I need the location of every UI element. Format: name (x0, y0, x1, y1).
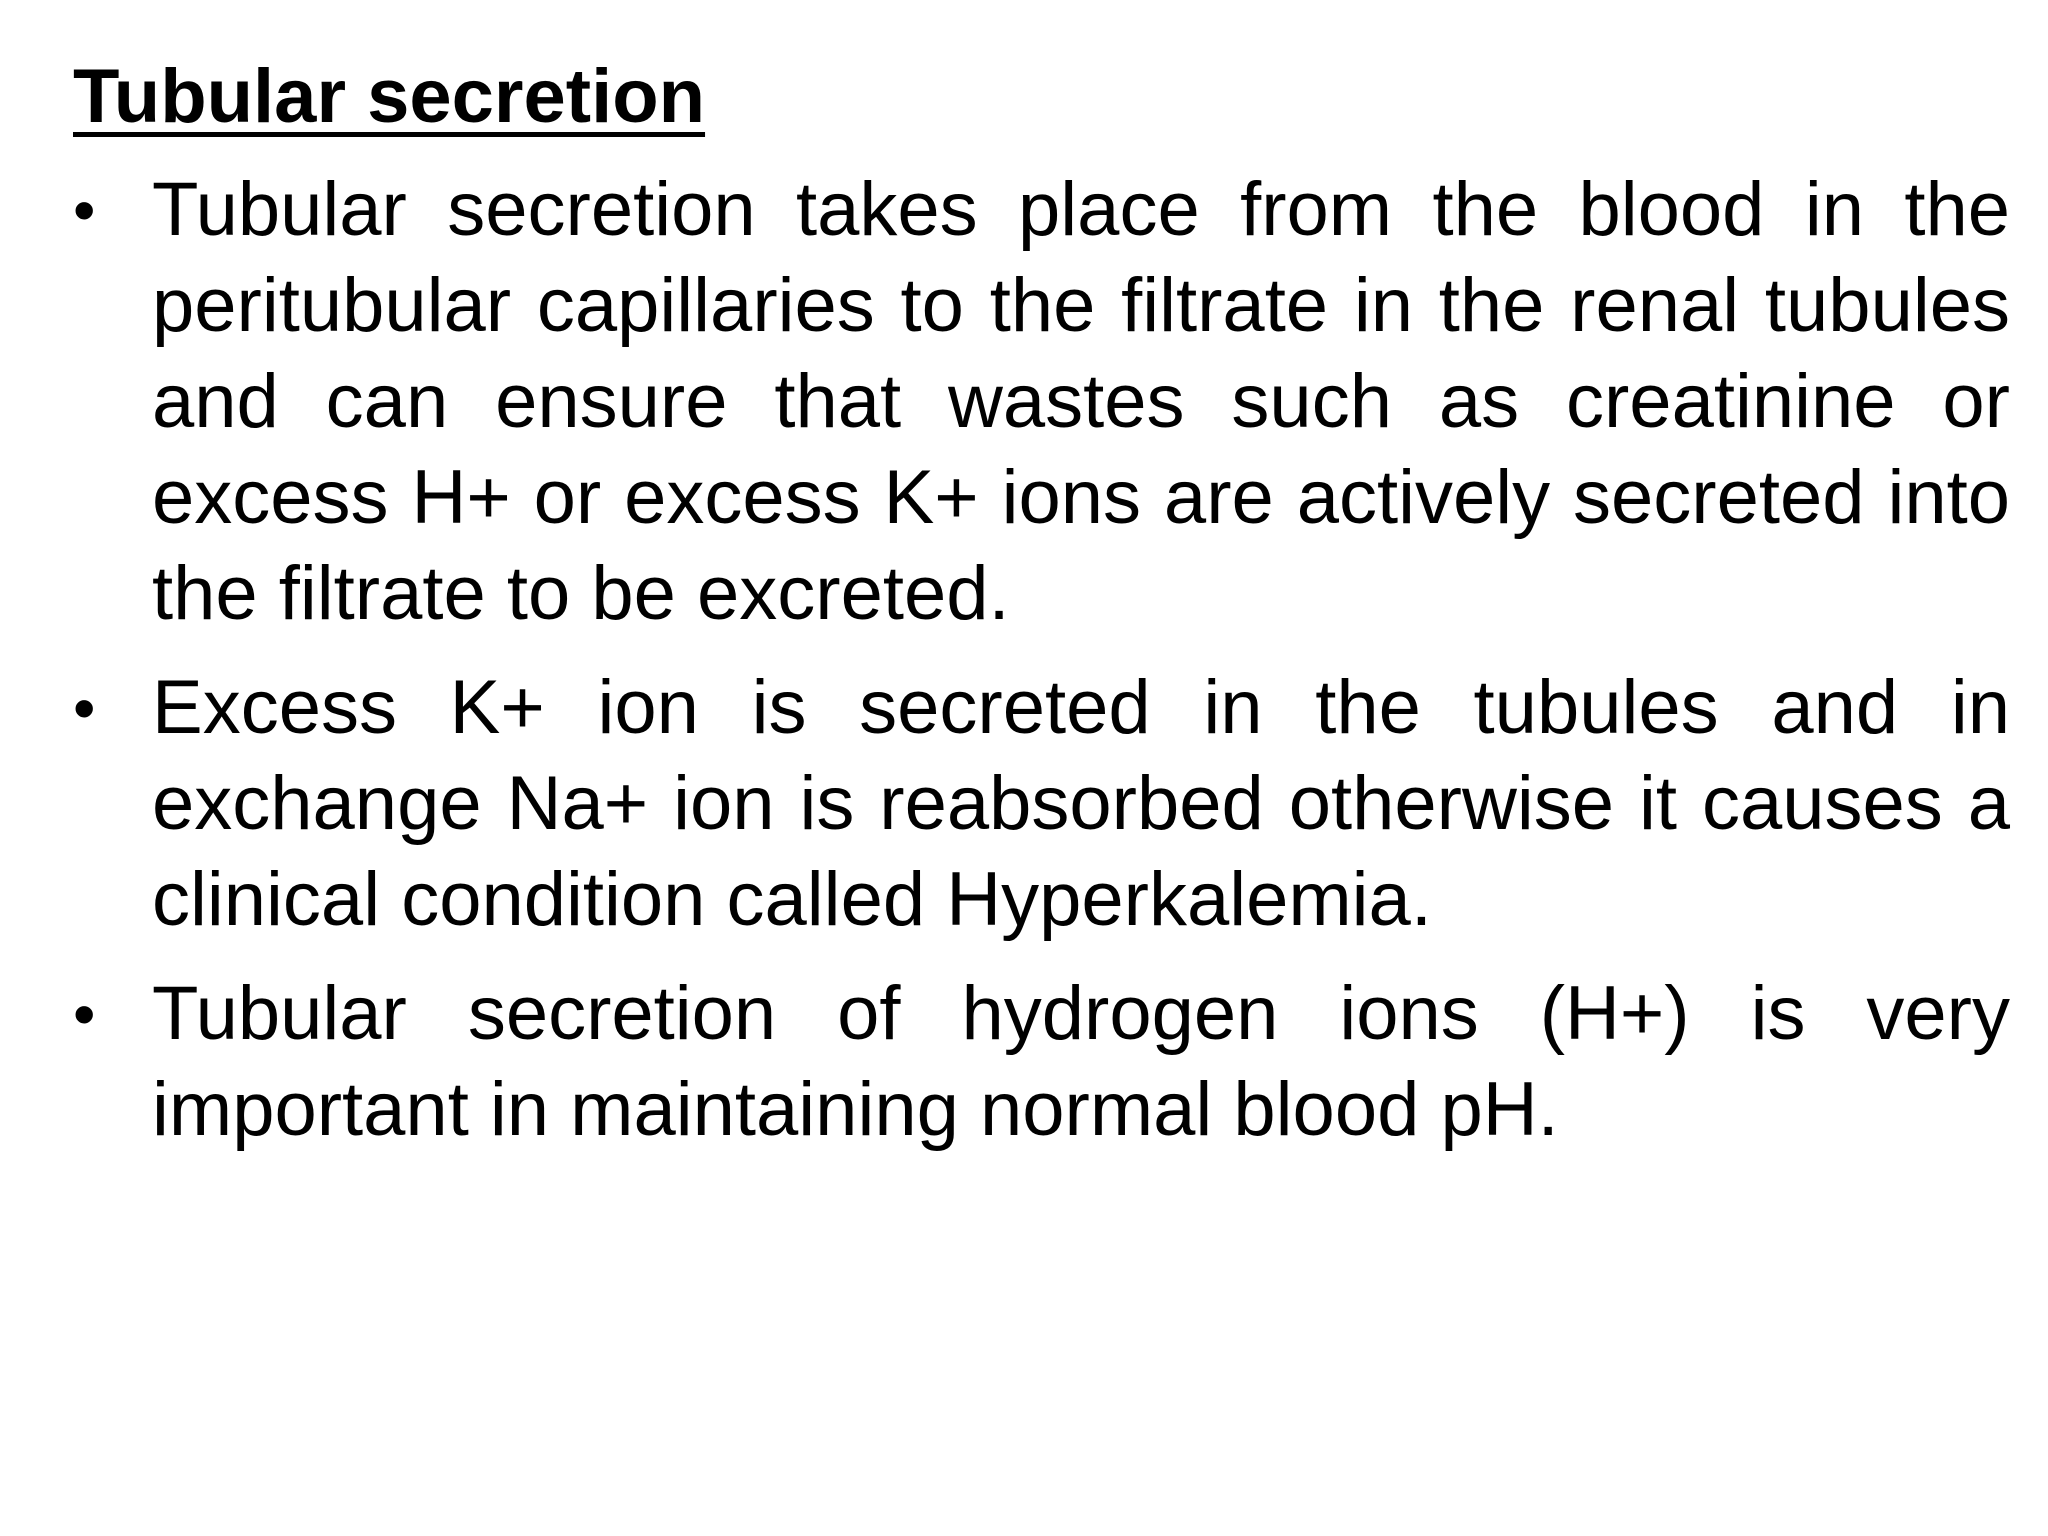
bullet-item-potassium-exchange (73, 660, 2010, 948)
bullet-item-hydrogen-secretion (73, 966, 2010, 1158)
bullet-icon: • (73, 174, 96, 246)
slide-title: Tubular secretion (73, 54, 706, 139)
bullet-text: Tubular secretion takes place from the blood in the peritubular capillaries to the filtrate in the renal tubules and can ensure that wastes such as creatinine or excess H+ or excess K+ ions are actively secreted into the filtrate to be excreted. (152, 167, 2010, 636)
bullet-text: Excess K+ ion is secreted in the tubules and in exchange Na+ ion is reabsorbed otherwise it causes a clinical condition called Hyperkalemia. (152, 665, 2010, 942)
bullet-icon: • (73, 978, 96, 1050)
bullet-item-secretion-process (73, 162, 2010, 642)
bullet-list (73, 162, 2010, 1176)
bullet-text: Tubular secretion of hydrogen ions (H+) is very important in maintaining normal blood pH. (152, 971, 2010, 1152)
bullet-icon: • (73, 672, 96, 744)
